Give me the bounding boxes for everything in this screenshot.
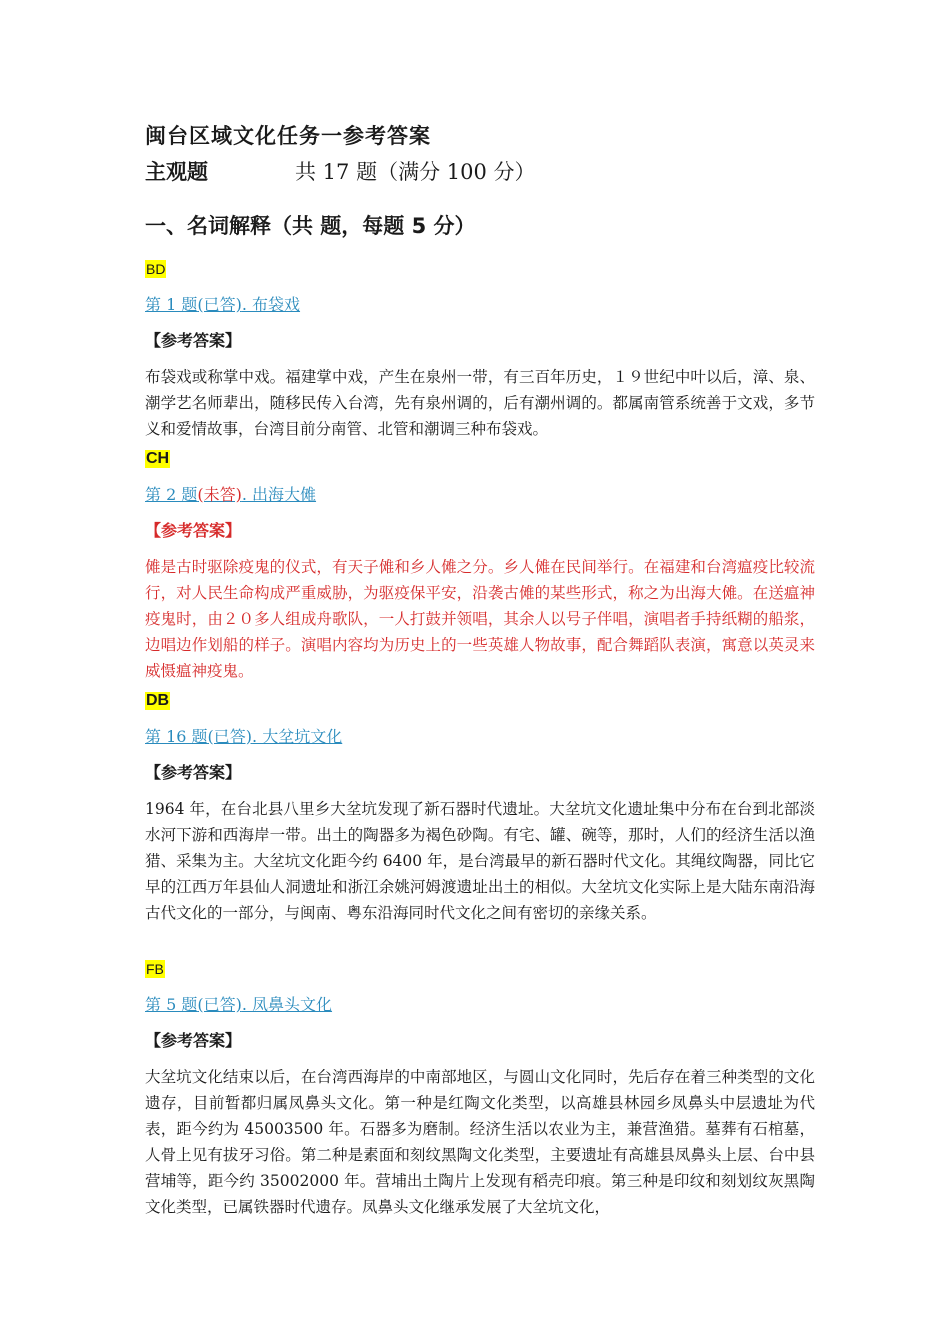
answer-text: 布袋戏或称掌中戏。福建掌中戏，产生在泉州一带，有三百年历史，１９世纪中叶以后，漳、泉、潮学艺名师辈出，随移民传入台湾，先有泉州调的，后有潮州调的。都属南管系统善于文戏，多节义和爱情故事，台湾目前分南管、北管和潮调三种布袋戏。 xyxy=(145,368,815,438)
question-title: . 出海大傩 xyxy=(241,485,317,504)
document-title: 闽台区域文化任务一参考答案 xyxy=(145,123,431,148)
answer-code-tag: FB xyxy=(146,961,164,977)
question-status: (未答) xyxy=(197,485,242,504)
question-title: . 布袋戏 xyxy=(241,295,301,314)
question-link[interactable] xyxy=(145,726,342,748)
code-row xyxy=(145,256,815,282)
answer-code-tag: DB xyxy=(146,692,170,709)
question-number: 第 2 题 xyxy=(145,485,198,504)
answer-code-tag: CH xyxy=(146,450,170,467)
answer-label: 【参考答案】 xyxy=(145,763,242,782)
answer-label: 【参考答案】 xyxy=(145,521,242,540)
answer-item-1 xyxy=(145,256,815,442)
code-row xyxy=(145,956,815,982)
question-number: 第 5 题 xyxy=(145,995,198,1014)
answer-label: 【参考答案】 xyxy=(145,1031,242,1050)
answer-code-tag: BD xyxy=(146,261,166,277)
question-row xyxy=(145,992,815,1018)
question-type: 主观题 xyxy=(145,160,208,184)
question-title: . 大坌坑文化 xyxy=(252,727,343,746)
question-count-info: 共 17 题（满分 100 分） xyxy=(295,160,536,184)
answer-item-2 xyxy=(145,446,815,684)
question-status: (已答) xyxy=(197,995,242,1014)
answer-text: 大坌坑文化结束以后，在台湾西海岸的中南部地区，与圆山文化同时，先后存在着三种类型的文化遗存，目前暂都归属凤鼻头文化。第一种是红陶文化类型，以高雄县林园乡凤鼻头中层遗址为代表，距今约为 45003500 年。石器多为磨制。经济生活以农业为主，兼营渔猎。墓葬有石棺墓，人骨上见有拔牙习俗。第二种是素面和刻纹黑陶文化类型，主要遗址有高雄县凤鼻头上层、台中县营埔等，距今约 35002000 年。营埔出土陶片上发现有稻壳印痕。第三种是印纹和刻划纹灰黑陶文化类型，已属铁器时代遗存。凤鼻头文化继承发展了大坌坑文化， xyxy=(145,1068,815,1216)
question-type-row xyxy=(145,154,815,190)
question-link[interactable] xyxy=(145,294,300,316)
answer-text: 1964 年，在台北县八里乡大坌坑发现了新石器时代遗址。大坌坑文化遗址集中分布在台到北部淡水河下游和西海岸一带。出土的陶器多为褐色砂陶。有宅、罐、碗等，那时，人们的经济生活以渔猎、采集为主。大坌坑文化距今约 6400 年，是台湾最早的新石器时代文化。其绳纹陶器，同比它早的江西万年县仙人洞遗址和浙江余姚河姆渡遗址出土的相似。大坌坑文化实际上是大陆东南沿海古代文化的一部分，与闽南、粤东沿海同时代文化之间有密切的亲缘关系。 xyxy=(145,800,815,922)
answer-label: 【参考答案】 xyxy=(145,331,242,350)
answer-text: 傩是古时驱除疫鬼的仪式，有天子傩和乡人傩之分。乡人傩在民间举行。在福建和台湾瘟疫比较流行，对人民生命构成严重威胁，为驱疫保平安，沿袭古傩的某些形式，称之为出海大傩。在送瘟神疫鬼时，由２０多人组成舟歌队，一人打鼓并领唱，其余人以号子伴唱，演唱者手持纸糊的船浆，边唱边作划船的样子。演唱内容均为历史上的一些英雄人物故事，配合舞蹈队表演，寓意以英灵来威慑瘟神疫鬼。 xyxy=(145,558,815,680)
answer-item-3 xyxy=(145,688,815,926)
code-row xyxy=(145,446,815,472)
question-row xyxy=(145,724,815,750)
document-page xyxy=(145,118,815,1216)
section-heading: 一、名词解释（共 题，每题 5 分） xyxy=(145,214,476,238)
question-number: 第 1 题 xyxy=(145,295,198,314)
code-row xyxy=(145,688,815,714)
question-status: (已答) xyxy=(197,295,242,314)
question-status: (已答) xyxy=(207,727,253,746)
question-row xyxy=(145,482,815,508)
question-link[interactable] xyxy=(145,484,316,506)
answer-item-4 xyxy=(145,956,815,1220)
question-link[interactable] xyxy=(145,994,332,1016)
question-row xyxy=(145,292,815,318)
question-number: 第 16 题 xyxy=(145,727,208,746)
question-title: . 凤鼻头文化 xyxy=(241,995,333,1014)
